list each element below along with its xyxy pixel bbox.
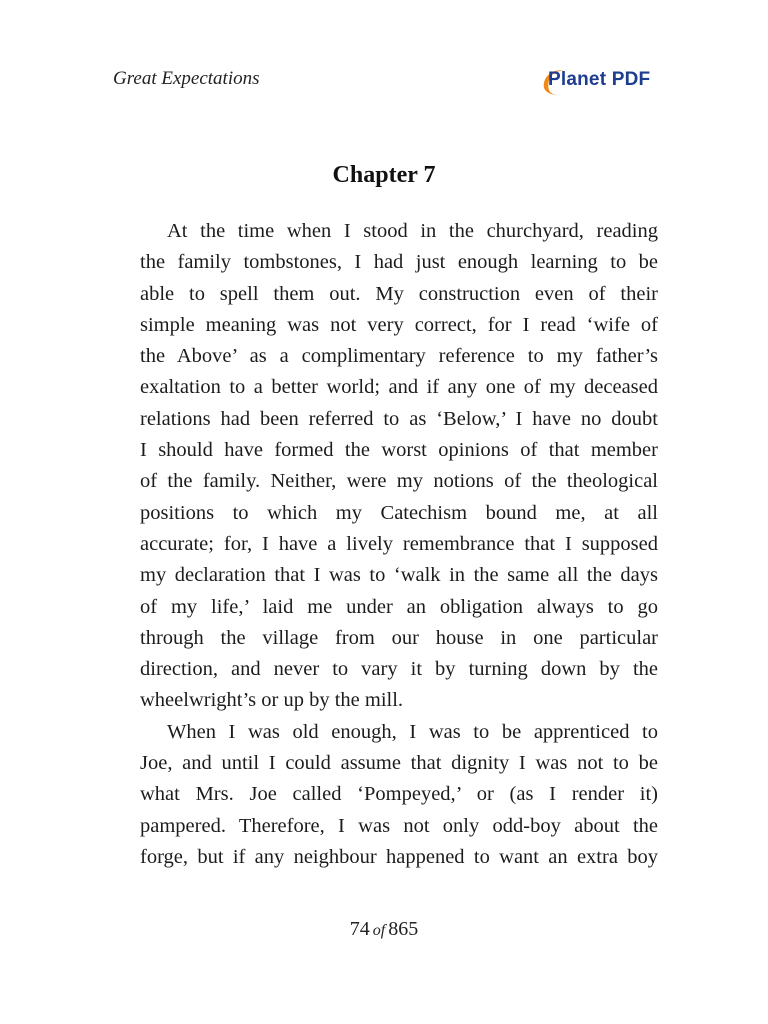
paragraph-1 — [113, 216, 658, 717]
text-line: what Mrs. Joe called ‘Pompeyed,’ or (as I render it) — [140, 783, 658, 806]
text-line: wheelwright’s or up by the mill. — [140, 689, 404, 712]
text-line: Joe, and until I could assume that dignity I was not to be — [140, 752, 658, 775]
text-line: At the time when I stood in the churchyard, reading — [167, 220, 658, 242]
text-line: of my life,’ laid me under an obligation always to go — [140, 595, 658, 618]
page-total: 865 — [388, 918, 419, 940]
chapter-title: Chapter 7 — [332, 162, 436, 188]
text-line: relations had been referred to as ‘Below,’ I have no doubt — [140, 407, 658, 430]
text-line: the family tombstones, I had just enough learning to be — [140, 251, 658, 274]
page-of-label: of — [372, 922, 386, 939]
text-line: accurate; for, I have a lively remembrance that I supposed — [140, 532, 658, 555]
body-text — [113, 216, 658, 873]
logo-text: Planet PDF — [548, 69, 651, 90]
text-line: able to spell them out. My construction even of their — [140, 282, 658, 305]
paragraph-2 — [113, 717, 658, 873]
text-line: exaltation to a better world; and if any one of my deceased — [140, 376, 658, 399]
text-line: of the family. Neither, were my notions of the theological — [140, 470, 658, 493]
text-line: my declaration that I was to ‘walk in the same all the days — [140, 564, 658, 587]
page-current: 74 — [349, 918, 370, 940]
text-line: through the village from our house in one particular — [140, 626, 658, 649]
text-line: the Above’ as a complimentary reference to my father’s — [140, 345, 658, 368]
running-head-title: Great Expectations — [113, 68, 260, 89]
planet-pdf-logo — [540, 62, 660, 102]
text-line: When I was old enough, I was to be apprenticed to — [167, 720, 658, 743]
text-line: forge, but if any neighbour happened to want an extra boy — [140, 845, 658, 868]
text-line: positions to which my Catechism bound me, at all — [140, 501, 658, 524]
text-line: direction, and never to vary it by turning down by the — [140, 658, 658, 681]
text-line: pampered. Therefore, I was not only odd-boy about the — [140, 814, 658, 837]
page-number — [0, 918, 768, 941]
text-line: simple meaning was not very correct, for I read ‘wife of — [140, 313, 658, 336]
text-line: I should have formed the worst opinions of that member — [140, 439, 658, 462]
